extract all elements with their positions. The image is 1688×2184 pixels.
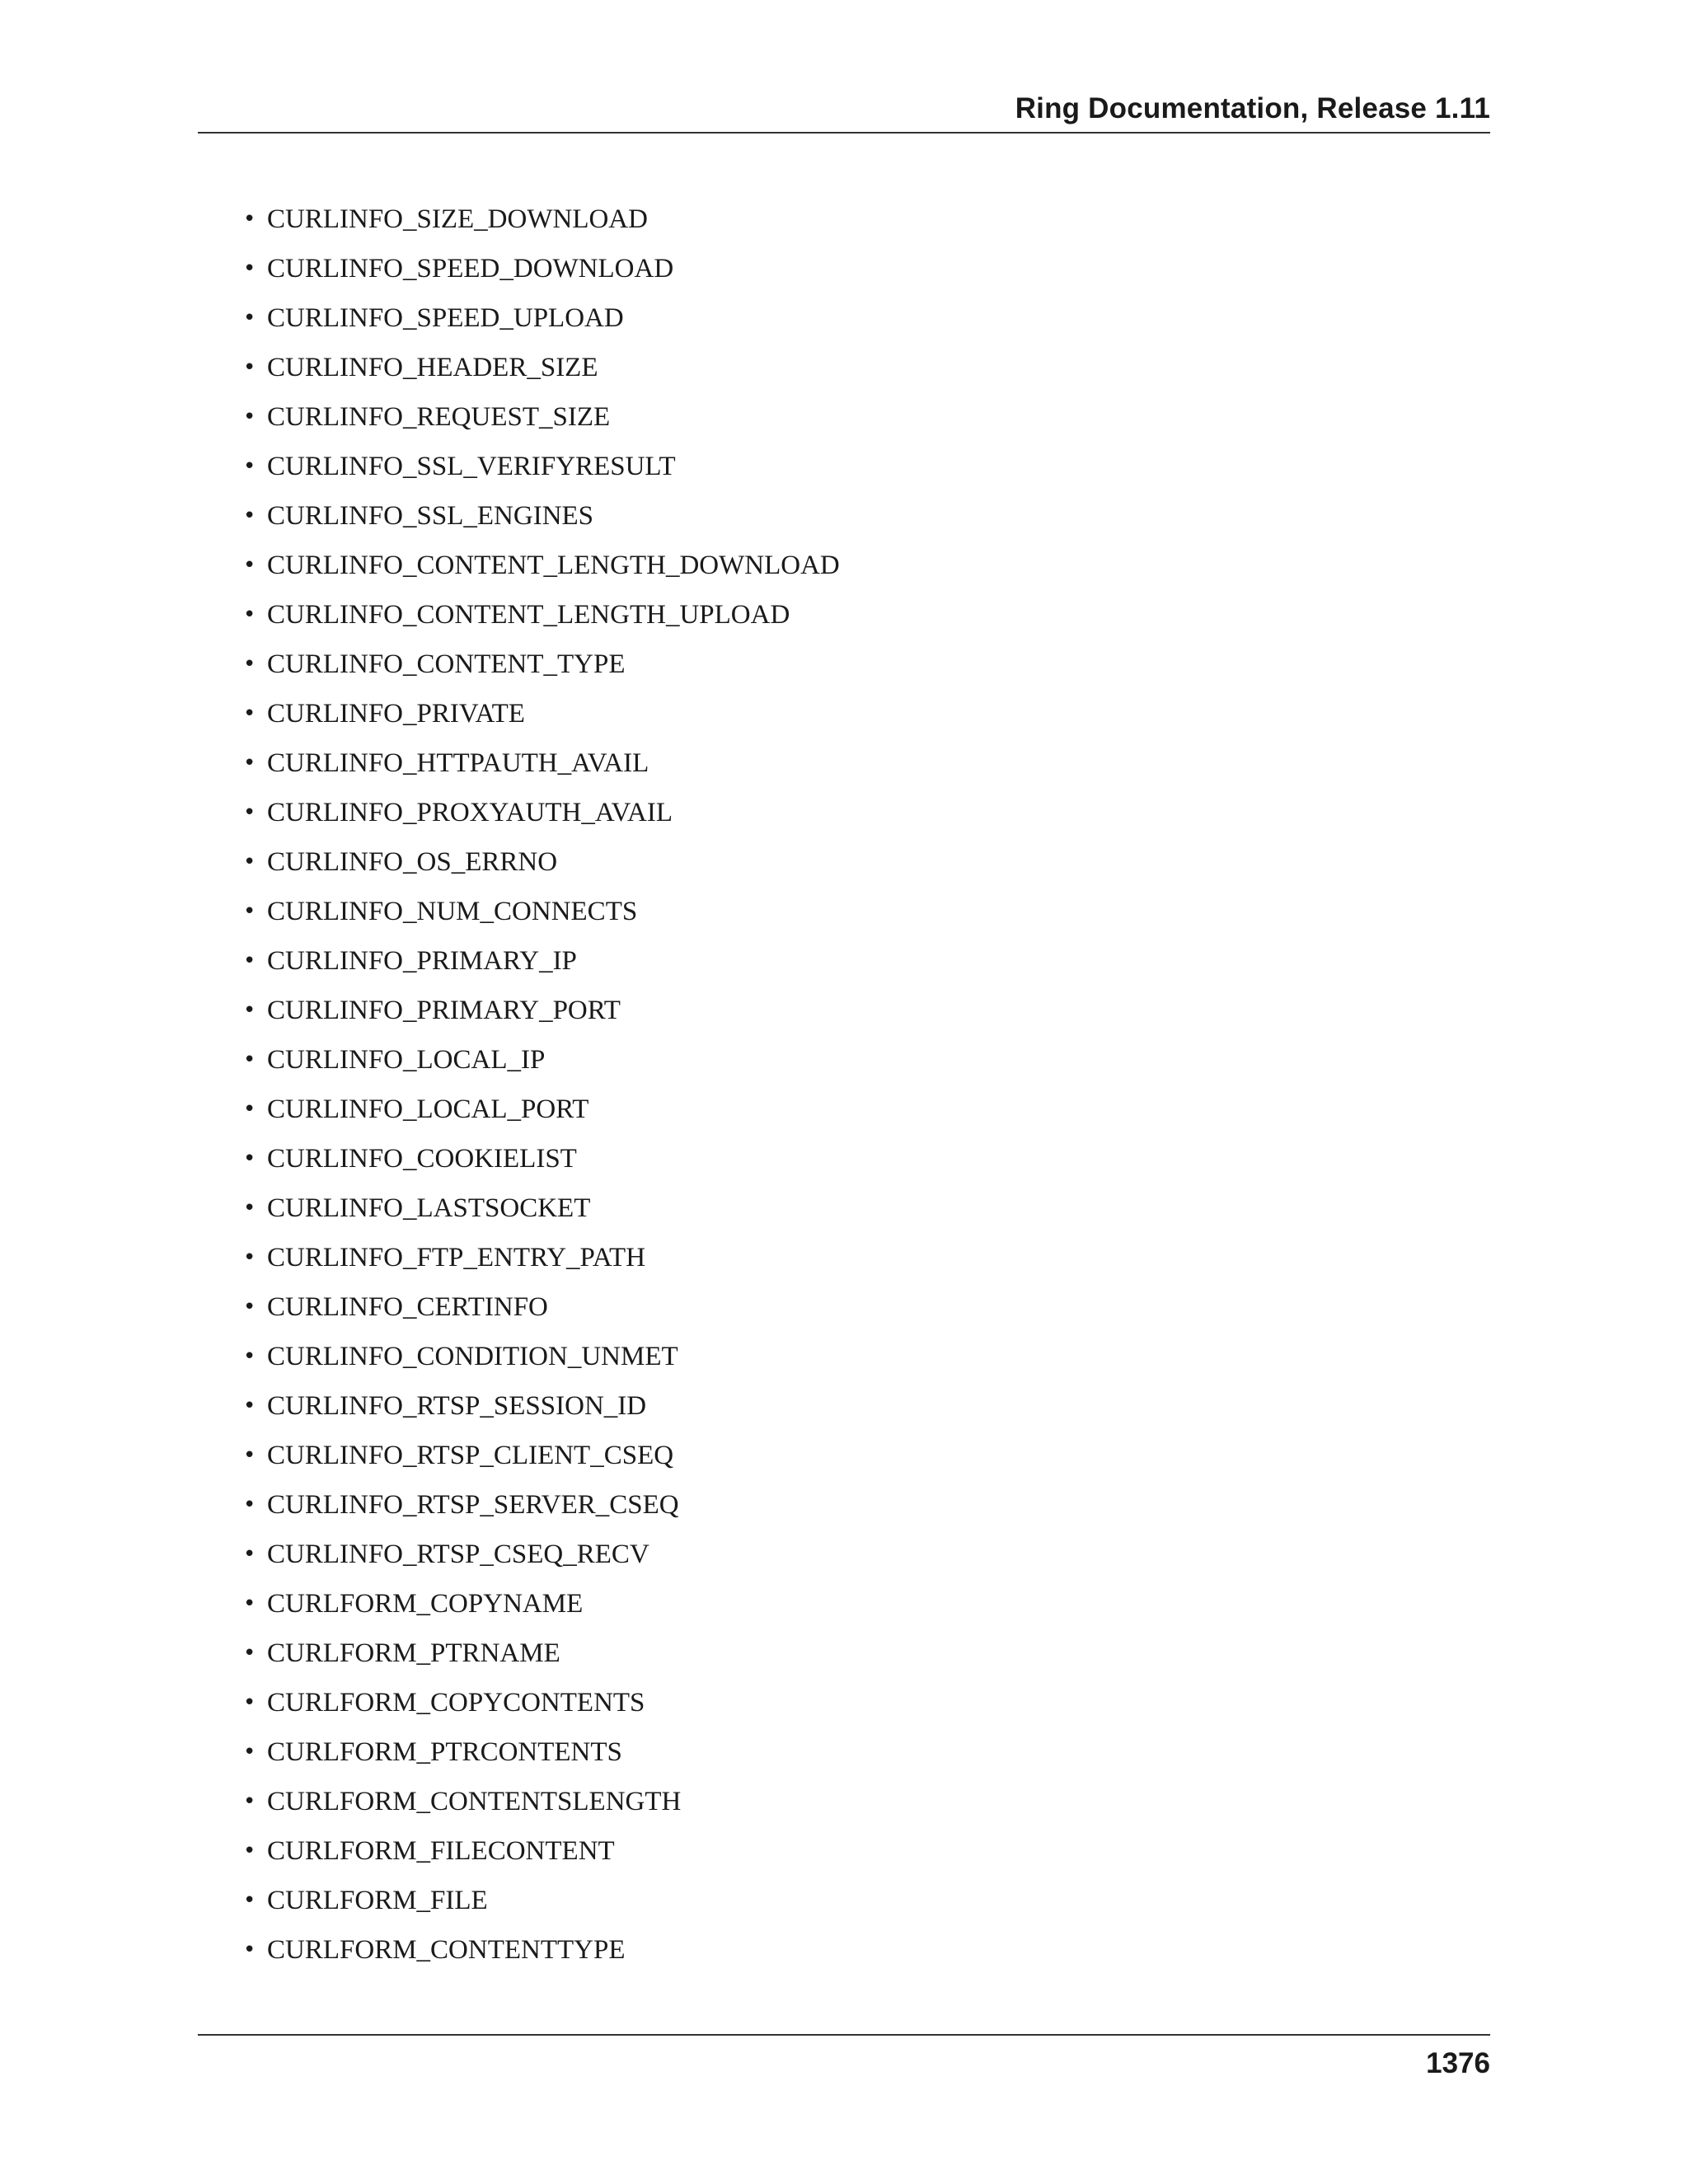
bullet-icon: • [243, 1641, 256, 1666]
list-item-text: CURLINFO_REQUEST_SIZE [267, 402, 611, 432]
list-item-text: CURLINFO_HEADER_SIZE [267, 353, 598, 382]
bullet-icon: • [243, 652, 256, 677]
bullet-icon: • [243, 899, 256, 924]
bullet-icon: • [243, 256, 256, 281]
bullet-icon: • [243, 1146, 256, 1171]
list-item-text: CURLINFO_SIZE_DOWNLOAD [267, 204, 648, 234]
bullet-icon: • [243, 1196, 256, 1221]
page-footer [198, 2034, 1490, 2079]
bullet-icon: • [243, 850, 256, 874]
bullet-icon: • [243, 602, 256, 627]
list-item-text: CURLFORM_PTRCONTENTS [267, 1737, 622, 1767]
list-item-text: CURLINFO_RTSP_SERVER_CSEQ [267, 1490, 679, 1520]
bullet-icon: • [243, 701, 256, 726]
bullet-icon: • [243, 1938, 256, 1962]
list-item-text: CURLINFO_PRIMARY_PORT [267, 996, 621, 1025]
list-item-text: CURLFORM_CONTENTSLENGTH [267, 1787, 682, 1816]
bullet-icon: • [243, 1690, 256, 1715]
list-item-text: CURLINFO_PRIVATE [267, 699, 525, 729]
bullet-icon: • [243, 1245, 256, 1270]
list-item-text: CURLINFO_CONTENT_TYPE [267, 649, 626, 679]
document-title: Ring Documentation, Release 1.11 [1015, 92, 1490, 124]
bullet-icon: • [243, 1493, 256, 1517]
list-item-text: CURLFORM_COPYNAME [267, 1589, 584, 1619]
list-item-text: CURLINFO_RTSP_SESSION_ID [267, 1391, 647, 1421]
bullet-icon: • [243, 751, 256, 776]
bullet-icon: • [243, 1443, 256, 1468]
bullet-icon: • [243, 1047, 256, 1072]
list-item-text: CURLFORM_COPYCONTENTS [267, 1688, 645, 1718]
list-item-text: CURLINFO_NUM_CONNECTS [267, 897, 638, 926]
list-item-text: CURLINFO_SPEED_DOWNLOAD [267, 254, 674, 284]
bullet-icon: • [243, 800, 256, 825]
bullet-icon: • [243, 1740, 256, 1765]
list-item-text: CURLFORM_FILECONTENT [267, 1836, 615, 1866]
list-item-text: CURLINFO_SPEED_UPLOAD [267, 303, 624, 333]
bullet-icon: • [243, 1097, 256, 1122]
list-item-text: CURLFORM_PTRNAME [267, 1638, 560, 1668]
bullet-icon: • [243, 998, 256, 1023]
bullet-icon: • [243, 1789, 256, 1814]
bullet-icon: • [243, 1394, 256, 1418]
list-item-text: CURLFORM_FILE [267, 1886, 488, 1915]
list-item-text: CURLINFO_LASTSOCKET [267, 1193, 591, 1223]
list-item-text: CURLINFO_CONTENT_LENGTH_DOWNLOAD [267, 551, 840, 580]
bullet-icon: • [243, 207, 256, 232]
list-item-text: CURLINFO_CONTENT_LENGTH_UPLOAD [267, 600, 790, 630]
list-item-text: CURLINFO_PROXYAUTH_AVAIL [267, 798, 673, 827]
list-item-text: CURLFORM_CONTENTTYPE [267, 1935, 626, 1965]
bullet-icon: • [243, 1591, 256, 1616]
list-item-text: CURLINFO_LOCAL_IP [267, 1045, 546, 1075]
list-item-text: CURLINFO_CONDITION_UNMET [267, 1342, 678, 1371]
bullet-icon: • [243, 1542, 256, 1567]
list-item-text: CURLINFO_PRIMARY_IP [267, 946, 577, 976]
list-item-text: CURLINFO_FTP_ENTRY_PATH [267, 1243, 646, 1272]
bullet-icon: • [243, 355, 256, 380]
list-item-text: CURLINFO_RTSP_CLIENT_CSEQ [267, 1441, 674, 1470]
bullet-icon: • [243, 1344, 256, 1369]
bullet-icon: • [243, 1295, 256, 1319]
page-number: 1376 [1426, 2047, 1490, 2079]
bullet-icon: • [243, 1839, 256, 1863]
list-item-text: CURLINFO_COOKIELIST [267, 1144, 577, 1174]
list-item-text: CURLINFO_OS_ERRNO [267, 847, 558, 877]
list-item-text: CURLINFO_SSL_VERIFYRESULT [267, 452, 676, 481]
list-item-text: CURLINFO_RTSP_CSEQ_RECV [267, 1540, 649, 1569]
bullet-icon: • [243, 553, 256, 578]
bullet-icon: • [243, 405, 256, 429]
bullet-icon: • [243, 454, 256, 479]
bullet-icon: • [243, 504, 256, 528]
list-item-text: CURLINFO_SSL_ENGINES [267, 501, 594, 531]
list-item-text: CURLINFO_CERTINFO [267, 1292, 548, 1322]
list-item-text: CURLINFO_LOCAL_PORT [267, 1094, 589, 1124]
page-header [198, 92, 1490, 134]
bullet-icon: • [243, 949, 256, 973]
bullet-icon: • [243, 306, 256, 330]
list-item-text: CURLINFO_HTTPAUTH_AVAIL [267, 748, 649, 778]
bullet-icon: • [243, 1888, 256, 1913]
